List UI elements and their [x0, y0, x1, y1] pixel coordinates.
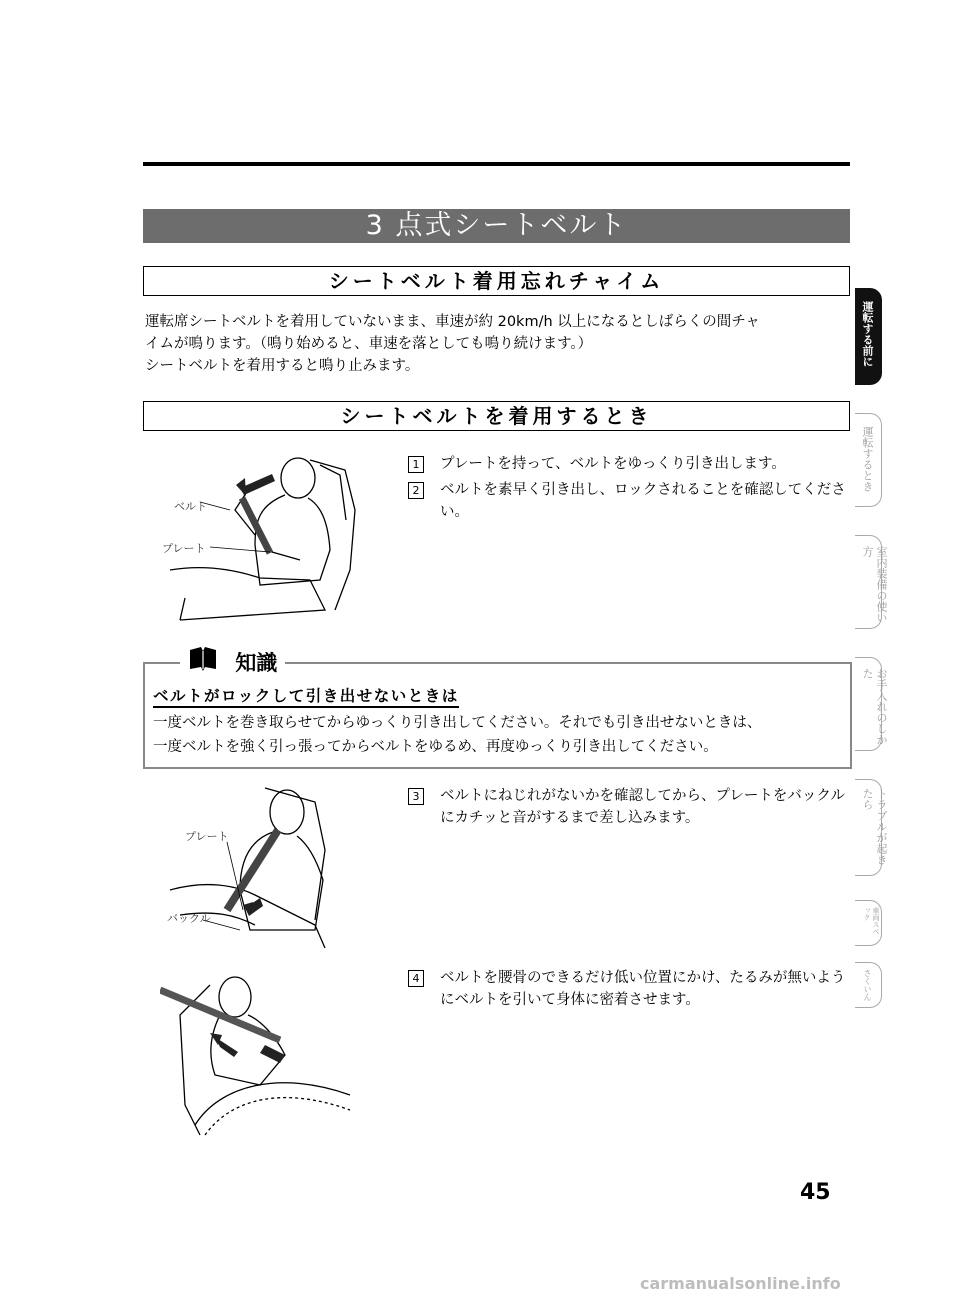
- knowledge-title-text: 知識: [235, 651, 278, 675]
- chime-paragraph: [145, 311, 857, 377]
- tab-care-label: お手入れのしかた: [861, 668, 888, 745]
- fig1-belt-label: ベルト: [174, 500, 207, 513]
- figure-pull-belt: [160, 450, 360, 625]
- figure-lap-belt: [160, 975, 360, 1140]
- step-4: [408, 967, 848, 1011]
- seat-illustration-3: [160, 975, 360, 1140]
- step-3-number: 3: [408, 788, 424, 805]
- fig2-buckle-label: バックル: [167, 912, 211, 925]
- step-1: [408, 453, 848, 475]
- section-heading-chime: シートベルト着用忘れチャイム: [143, 266, 850, 296]
- fig1-plate-label: プレート: [162, 542, 206, 555]
- top-rule: [143, 162, 850, 166]
- step-1-text: プレートを持って、ベルトをゆっくり引き出します。: [440, 456, 786, 472]
- knowledge-line-2: 一度ベルトを強く引っ張ってからベルトをゆるめ、再度ゆっくり引き出してください。: [153, 739, 718, 755]
- knowledge-note-title: [180, 646, 285, 680]
- knowledge-body: [153, 711, 843, 759]
- tab-interior-label: 室内装備の使い方: [861, 546, 888, 623]
- chime-line-1: 運転席シートベルトを着用していないまま、車速が約 20km/h 以上になるとしばらくの間チャ: [145, 314, 760, 330]
- tab-specs[interactable]: [855, 900, 882, 946]
- chime-line-3: シートベルトを着用すると鳴り止みます。: [145, 358, 420, 374]
- step-3-text: ベルトにねじれがないかを確認してから、プレートをバックルにカチッと音がするまで差し込みます。: [440, 788, 845, 826]
- step-4-text: ベルトを腰骨のできるだけ低い位置にかけ、たるみが無いようにベルトを引いて身体に密着させます。: [440, 970, 846, 1008]
- page-title: 3 点式シートベルト: [143, 209, 850, 243]
- tab-before-driving[interactable]: [855, 288, 882, 385]
- watermark: carmanualsonline.info: [640, 1274, 841, 1293]
- step-2-text: ベルトを素早く引き出し、ロックされることを確認してください。: [440, 482, 846, 520]
- tab-specs-label: 車両スペック: [863, 907, 880, 935]
- figure-insert-plate: [165, 780, 360, 955]
- knowledge-subtitle: ベルトがロックして引き出せないときは: [153, 686, 459, 708]
- chime-line-2: イムが鳴ります。（鳴り始めると、車速を落としても鳴り続けます。）: [145, 336, 593, 352]
- tab-before-driving-label: 運転する前に: [861, 301, 874, 367]
- seat-illustration-2: [165, 780, 360, 955]
- tab-interior[interactable]: [855, 535, 888, 629]
- tab-index-label: さくいん: [863, 969, 872, 1001]
- section-heading-wearing: シートベルトを着用するとき: [143, 401, 850, 431]
- page-number: 45: [800, 1180, 831, 1205]
- tab-care[interactable]: [855, 657, 888, 751]
- tab-trouble-label: トラブルが起きたら: [861, 788, 888, 865]
- book-icon: [188, 647, 218, 681]
- tab-when-driving-label: 運転するとき: [861, 426, 874, 492]
- knowledge-line-1: 一度ベルトを巻き取らせてからゆっくり引き出してください。それでも引き出せないときは、: [153, 715, 762, 731]
- tab-trouble[interactable]: [855, 779, 888, 876]
- step-3: [408, 785, 848, 829]
- seat-illustration-1: [160, 450, 360, 625]
- tab-when-driving[interactable]: [855, 413, 882, 507]
- step-1-number: 1: [408, 456, 424, 473]
- step-2-number: 2: [408, 482, 424, 499]
- step-2: [408, 479, 848, 523]
- fig2-plate-label: プレート: [185, 830, 229, 843]
- tab-index[interactable]: [855, 962, 882, 1008]
- step-4-number: 4: [408, 970, 424, 987]
